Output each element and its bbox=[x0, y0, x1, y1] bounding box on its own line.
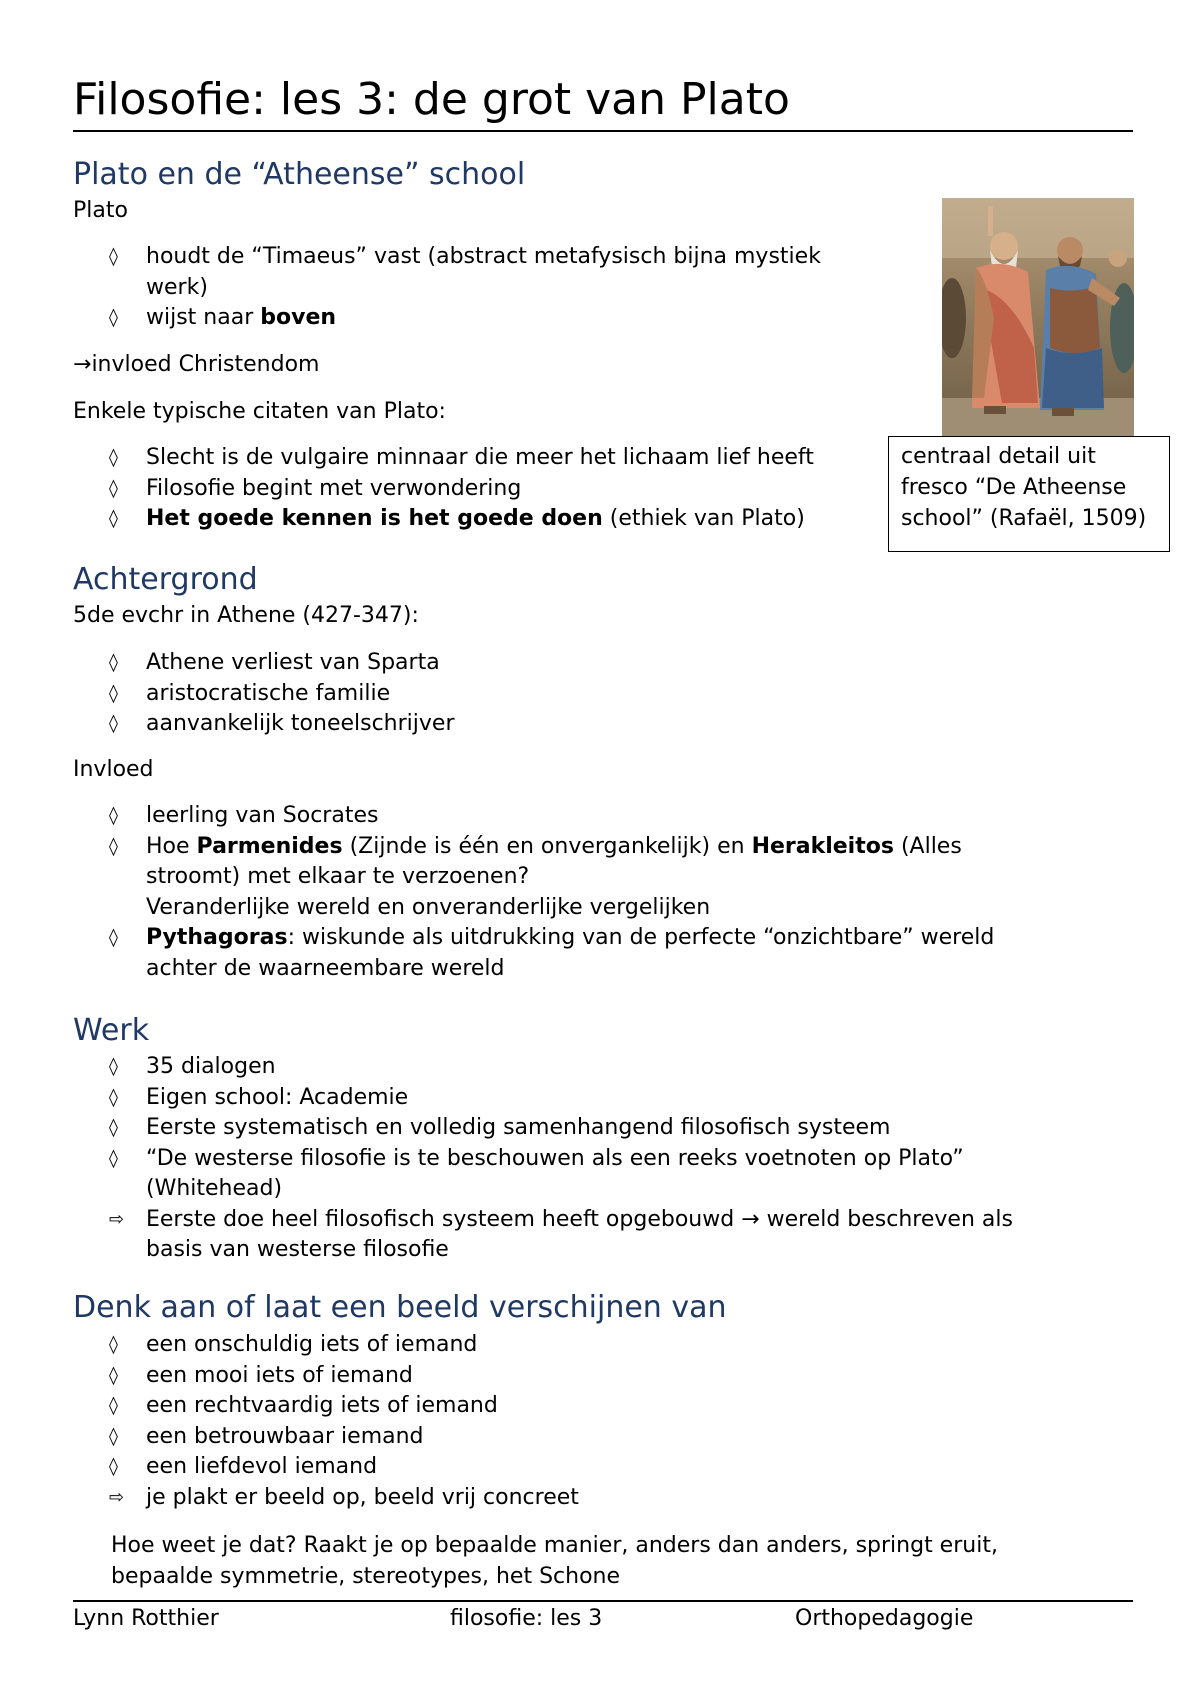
list-item: ◊ een onschuldig iets of iemand bbox=[73, 1330, 1133, 1361]
list-item: ◊ Athene verliest van Sparta bbox=[73, 648, 1133, 679]
list-item: ◊ Slecht is de vulgaire minnaar die meer het lichaam lief heeft bbox=[73, 443, 903, 474]
list-item: ◊ Eerste systematisch en volledig samenhangend filosofisch systeem bbox=[73, 1113, 1133, 1144]
diamond-bullet-icon: ◊ bbox=[109, 477, 118, 499]
list-item: ◊ Hoe Parmenides (Zijnde is één en onvergankelijk) en Herakleitos (Alles stroomt) met elkaar te verzoenen? Veranderlijke wereld en onveranderlijke vergelijken bbox=[109, 833, 962, 920]
list-item: ◊ een liefdevol iemand bbox=[73, 1452, 1133, 1483]
quotes-intro: Enkele typische citaten van Plato: bbox=[73, 399, 446, 424]
arrow-right-icon: → bbox=[73, 352, 92, 377]
section-heading-plato: Plato en de “Atheense” school bbox=[73, 157, 526, 192]
list-item: ◊ leerling van Socrates bbox=[73, 801, 1133, 832]
page-title: Filosofie: les 3: de grot van Plato bbox=[73, 74, 790, 125]
diamond-bullet-icon: ◊ bbox=[109, 447, 118, 468]
diamond-bullet-icon: ◊ bbox=[109, 1086, 118, 1108]
list-item: ◊ een betrouwbaar iemand bbox=[73, 1422, 1133, 1453]
hollow-arrow-bullet-icon: ⇨ bbox=[109, 1208, 125, 1230]
diamond-bullet-icon: ◊ bbox=[109, 927, 118, 948]
footer-program: Orthopedagogie bbox=[795, 1606, 974, 1631]
denk-aan-bullets bbox=[73, 1330, 1133, 1513]
list-item: ⇨ Eerste doe heel filosofisch systeem heeft opgebouwd → wereld beschreven als basis van westerse filosofie bbox=[109, 1206, 1013, 1262]
list-item: ◊ een rechtvaardig iets of iemand bbox=[73, 1391, 1133, 1422]
footer-rule bbox=[73, 1600, 1133, 1602]
diamond-bullet-icon: ◊ bbox=[109, 1147, 118, 1169]
list-item: ◊ Pythagoras: wiskunde als uitdrukking van de perfecte “onzichtbare” wereld achter de waarneembare wereld bbox=[109, 925, 995, 981]
diamond-bullet-icon: ◊ bbox=[109, 1117, 118, 1138]
invloed-bullets bbox=[73, 801, 1133, 984]
list-item: ◊ aristocratische familie bbox=[73, 679, 1133, 710]
list-item: ◊ 35 dialogen bbox=[73, 1052, 1133, 1083]
diamond-bullet-icon: ◊ bbox=[109, 307, 118, 328]
diamond-bullet-icon: ◊ bbox=[109, 508, 118, 529]
list-item: ◊ Eigen school: Academie bbox=[73, 1083, 1133, 1114]
werk-bullets bbox=[73, 1052, 1133, 1266]
diamond-bullet-icon: ◊ bbox=[109, 1056, 118, 1077]
plato-bullets bbox=[73, 242, 933, 334]
diamond-bullet-icon: ◊ bbox=[109, 1425, 118, 1447]
list-item: ◊ Het goede kennen is het goede doen (ethiek van Plato) bbox=[73, 504, 903, 535]
intro-invloed: Invloed bbox=[73, 757, 154, 782]
diamond-bullet-icon: ◊ bbox=[109, 835, 118, 857]
quotes-list bbox=[73, 443, 903, 535]
section-heading-werk: Werk bbox=[73, 1013, 150, 1048]
section-heading-denk-aan: Denk aan of laat een beeld verschijnen van bbox=[73, 1290, 727, 1325]
list-item: ◊ wijst naar boven bbox=[73, 303, 933, 334]
list-item: ◊ houdt de “Timaeus” vast (abstract metafysisch bijna mystiek werk) bbox=[109, 244, 821, 300]
diamond-bullet-icon: ◊ bbox=[109, 652, 118, 673]
footer-course: filosofie: les 3 bbox=[450, 1606, 603, 1631]
fresco-image bbox=[942, 198, 1134, 436]
fresco-plato-aristotle-icon bbox=[942, 198, 1134, 436]
diamond-bullet-icon: ◊ bbox=[109, 713, 118, 734]
hollow-arrow-bullet-icon: ⇨ bbox=[109, 1486, 125, 1508]
intro-plato: Plato bbox=[73, 198, 128, 223]
list-item: ◊ “De westerse filosofie is te beschouwen als een reeks voetnoten op Plato” (Whitehead) bbox=[109, 1145, 964, 1201]
section-heading-achtergrond: Achtergrond bbox=[73, 562, 258, 597]
list-item: ◊ Filosofie begint met verwondering bbox=[73, 474, 903, 505]
footer-author: Lynn Rotthier bbox=[73, 1606, 219, 1631]
diamond-bullet-icon: ◊ bbox=[109, 1364, 118, 1386]
list-item: ◊ aanvankelijk toneelschrijver bbox=[73, 709, 1133, 740]
closing-paragraph: Hoe weet je dat? Raakt je op bepaalde manier, anders dan anders, springt eruit, bepaalde symmetrie, stereotypes, het Schone bbox=[111, 1533, 998, 1589]
list-item: ◊ een mooi iets of iemand bbox=[73, 1361, 1133, 1392]
diamond-bullet-icon: ◊ bbox=[109, 1395, 118, 1416]
diamond-bullet-icon: ◊ bbox=[109, 682, 118, 704]
list-item: ⇨ je plakt er beeld op, beeld vrij concreet bbox=[73, 1483, 1133, 1514]
intro-achtergrond: 5de evchr in Athene (427-347): bbox=[73, 603, 419, 628]
title-underline bbox=[73, 130, 1133, 132]
achtergrond-bullets bbox=[73, 648, 1133, 740]
arrow-right-icon: → bbox=[741, 1206, 760, 1232]
diamond-bullet-icon: ◊ bbox=[109, 246, 118, 267]
diamond-bullet-icon: ◊ bbox=[109, 805, 118, 826]
diamond-bullet-icon: ◊ bbox=[109, 1456, 118, 1477]
figure-caption: centraal detail uit fresco “De Atheense school” (Rafaël, 1509) bbox=[888, 436, 1170, 552]
diamond-bullet-icon: ◊ bbox=[109, 1334, 118, 1355]
arrow-line: →invloed Christendom bbox=[73, 352, 320, 377]
